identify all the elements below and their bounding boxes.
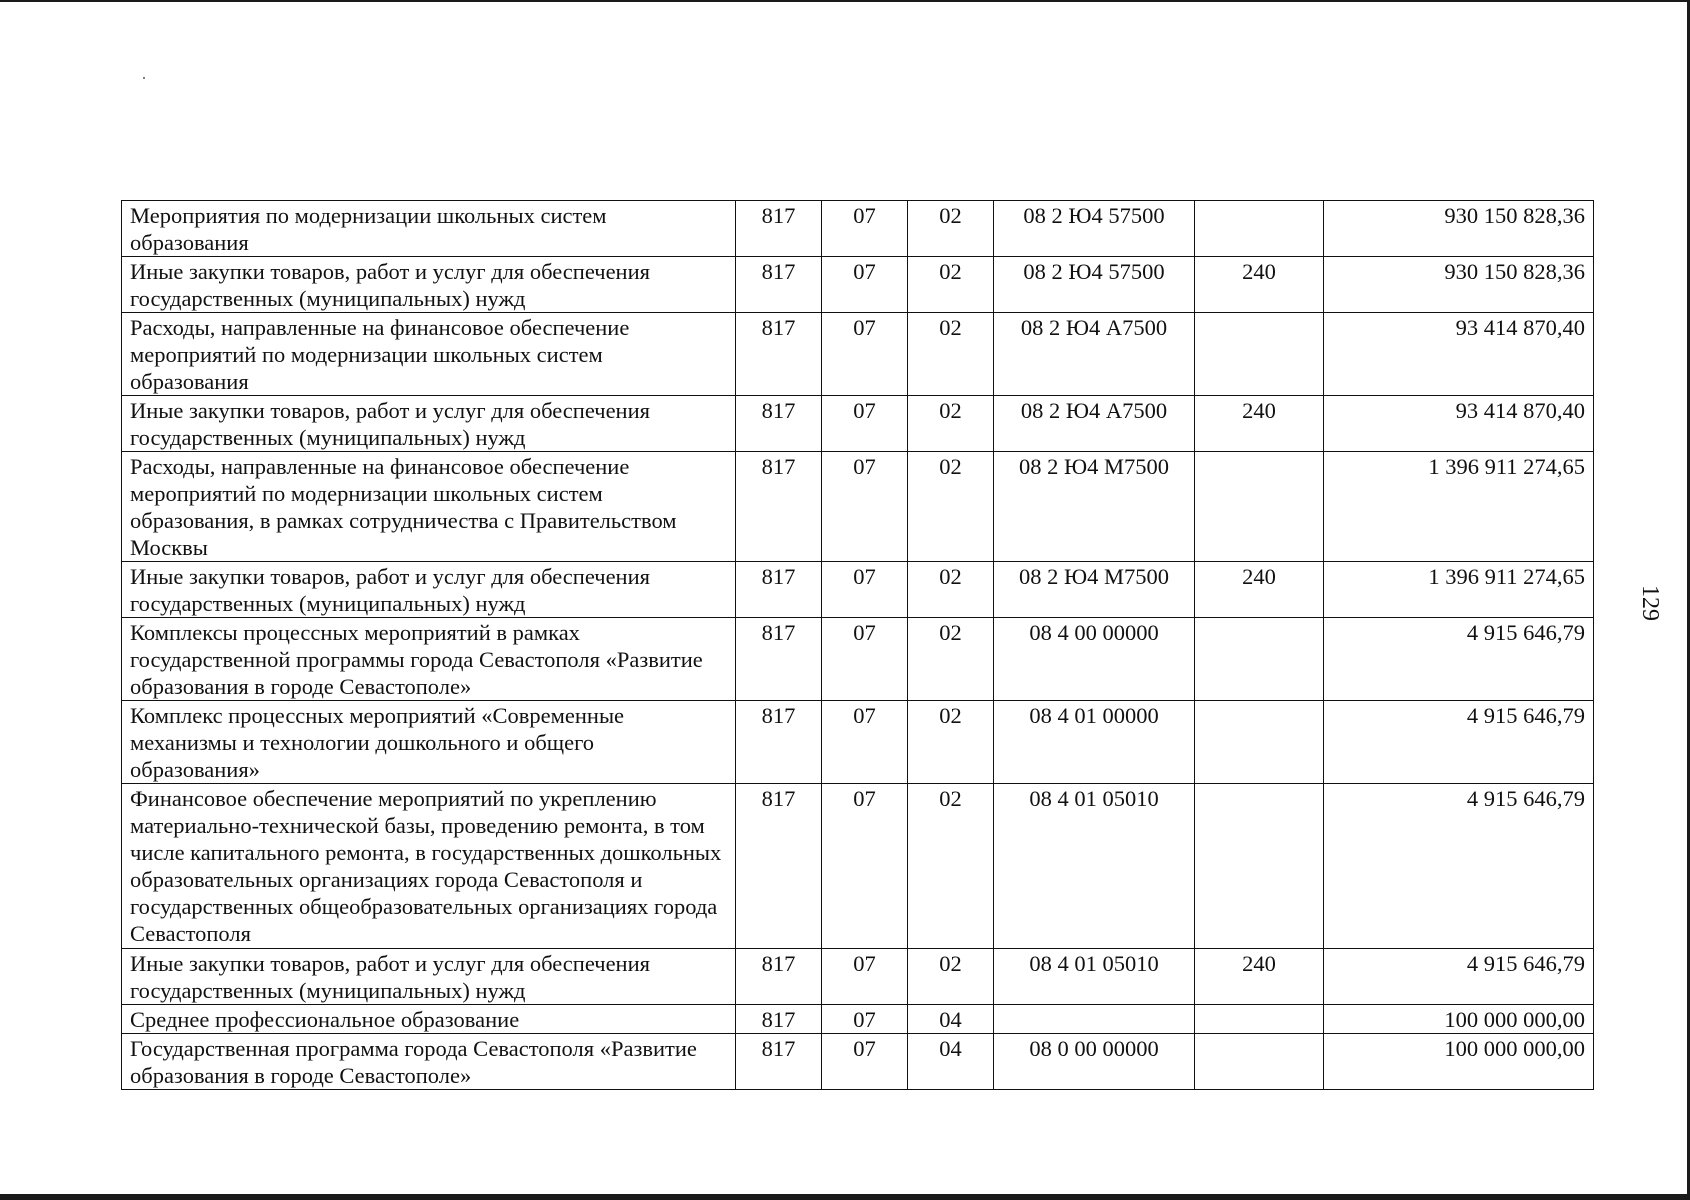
- grbs-code: 817: [736, 1034, 822, 1090]
- expense-type-code: [1195, 1034, 1324, 1090]
- target-article-code: 08 2 Ю4 57500: [994, 257, 1195, 313]
- expense-name: Расходы, направленные на финансовое обеспечение мероприятий по модернизации школьных систем образования, в рамках сотрудничества с Правительством Москвы: [122, 452, 736, 562]
- expense-name: Иные закупки товаров, работ и услуг для обеспечения государственных (муниципальных) нужд: [122, 949, 736, 1005]
- expense-type-code: 240: [1195, 949, 1324, 1005]
- subsection-code: 04: [908, 1034, 994, 1090]
- section-code: 07: [822, 396, 908, 452]
- expense-name: Комплекс процессных мероприятий «Современные механизмы и технологии дошкольного и общего образования»: [122, 701, 736, 784]
- target-article-code: 08 4 01 00000: [994, 701, 1195, 784]
- expense-name: Иные закупки товаров, работ и услуг для обеспечения государственных (муниципальных) нужд: [122, 396, 736, 452]
- section-code: 07: [822, 618, 908, 701]
- grbs-code: 817: [736, 201, 822, 257]
- section-code: 07: [822, 201, 908, 257]
- subsection-code: 02: [908, 784, 994, 949]
- expense-name: Расходы, направленные на финансовое обеспечение мероприятий по модернизации школьных систем образования: [122, 313, 736, 396]
- target-article-code: 08 2 Ю4 М7500: [994, 452, 1195, 562]
- section-code: 07: [822, 452, 908, 562]
- target-article-code: 08 4 00 00000: [994, 618, 1195, 701]
- target-article-code: 08 0 00 00000: [994, 1034, 1195, 1090]
- target-article-code: 08 2 Ю4 57500: [994, 201, 1195, 257]
- expense-type-code: [1195, 701, 1324, 784]
- table-row: [122, 396, 1594, 452]
- table-row: [122, 1034, 1594, 1090]
- subsection-code: 02: [908, 201, 994, 257]
- grbs-code: 817: [736, 618, 822, 701]
- table-row: [122, 1005, 1594, 1034]
- table-row: [122, 452, 1594, 562]
- expense-type-code: [1195, 784, 1324, 949]
- section-code: 07: [822, 562, 908, 618]
- amount: 1 396 911 274,65: [1324, 562, 1594, 618]
- expense-name: Комплексы процессных мероприятий в рамках государственной программы города Севастополя «Развитие образования в городе Севастополе»: [122, 618, 736, 701]
- expense-name: Финансовое обеспечение мероприятий по укреплению материально-технической базы, проведению ремонта, в том числе капитального ремонта, в государственных дошкольных образовательных организациях города Севастополя и государственных общеобразовательных организациях города Севастополя: [122, 784, 736, 949]
- section-code: 07: [822, 1034, 908, 1090]
- expense-name: Среднее профессиональное образование: [122, 1005, 736, 1034]
- expense-type-code: [1195, 313, 1324, 396]
- amount: 93 414 870,40: [1324, 396, 1594, 452]
- grbs-code: 817: [736, 784, 822, 949]
- budget-table: [121, 200, 1594, 1090]
- expense-type-code: [1195, 452, 1324, 562]
- subsection-code: 02: [908, 313, 994, 396]
- section-code: 07: [822, 257, 908, 313]
- subsection-code: 02: [908, 452, 994, 562]
- amount: 100 000 000,00: [1324, 1034, 1594, 1090]
- amount: 100 000 000,00: [1324, 1005, 1594, 1034]
- expense-type-code: 240: [1195, 257, 1324, 313]
- expense-type-code: 240: [1195, 562, 1324, 618]
- expense-type-code: [1195, 618, 1324, 701]
- expense-type-code: [1195, 1005, 1324, 1034]
- amount: 1 396 911 274,65: [1324, 452, 1594, 562]
- target-article-code: 08 2 Ю4 М7500: [994, 562, 1195, 618]
- target-article-code: 08 4 01 05010: [994, 784, 1195, 949]
- page-number: 129: [1637, 585, 1663, 621]
- subsection-code: 02: [908, 396, 994, 452]
- grbs-code: 817: [736, 452, 822, 562]
- subsection-code: 04: [908, 1005, 994, 1034]
- section-code: 07: [822, 701, 908, 784]
- budget-table-body: [122, 201, 1594, 1090]
- table-row: [122, 257, 1594, 313]
- table-row: [122, 313, 1594, 396]
- section-code: 07: [822, 313, 908, 396]
- section-code: 07: [822, 784, 908, 949]
- grbs-code: 817: [736, 396, 822, 452]
- table-row: [122, 201, 1594, 257]
- grbs-code: 817: [736, 949, 822, 1005]
- grbs-code: 817: [736, 562, 822, 618]
- amount: 930 150 828,36: [1324, 257, 1594, 313]
- target-article-code: 08 2 Ю4 А7500: [994, 396, 1195, 452]
- target-article-code: 08 2 Ю4 А7500: [994, 313, 1195, 396]
- expense-name: Иные закупки товаров, работ и услуг для обеспечения государственных (муниципальных) нужд: [122, 562, 736, 618]
- amount: 4 915 646,79: [1324, 701, 1594, 784]
- section-code: 07: [822, 1005, 908, 1034]
- amount: 4 915 646,79: [1324, 618, 1594, 701]
- table-row: [122, 949, 1594, 1005]
- subsection-code: 02: [908, 618, 994, 701]
- grbs-code: 817: [736, 257, 822, 313]
- grbs-code: 817: [736, 1005, 822, 1034]
- target-article-code: [994, 1005, 1195, 1034]
- section-code: 07: [822, 949, 908, 1005]
- expense-type-code: [1195, 201, 1324, 257]
- amount: 4 915 646,79: [1324, 949, 1594, 1005]
- amount: 4 915 646,79: [1324, 784, 1594, 949]
- grbs-code: 817: [736, 701, 822, 784]
- target-article-code: 08 4 01 05010: [994, 949, 1195, 1005]
- subsection-code: 02: [908, 949, 994, 1005]
- expense-name: Мероприятия по модернизации школьных систем образования: [122, 201, 736, 257]
- scan-speck: [143, 77, 145, 79]
- subsection-code: 02: [908, 562, 994, 618]
- grbs-code: 817: [736, 313, 822, 396]
- expense-type-code: 240: [1195, 396, 1324, 452]
- expense-name: Иные закупки товаров, работ и услуг для обеспечения государственных (муниципальных) нужд: [122, 257, 736, 313]
- table-row: [122, 701, 1594, 784]
- amount: 930 150 828,36: [1324, 201, 1594, 257]
- amount: 93 414 870,40: [1324, 313, 1594, 396]
- table-row: [122, 618, 1594, 701]
- table-row: [122, 784, 1594, 949]
- subsection-code: 02: [908, 257, 994, 313]
- table-row: [122, 562, 1594, 618]
- subsection-code: 02: [908, 701, 994, 784]
- expense-name: Государственная программа города Севастополя «Развитие образования в городе Севастополе»: [122, 1034, 736, 1090]
